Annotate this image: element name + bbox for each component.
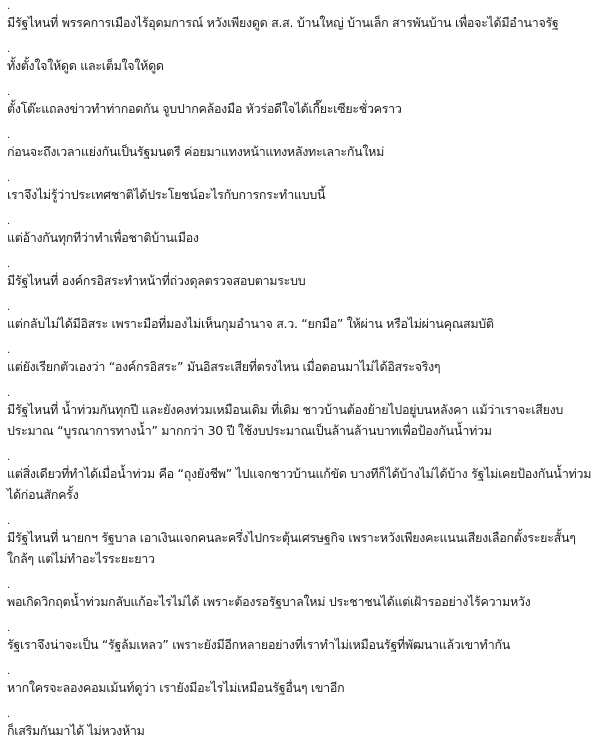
paragraph-separator-dot: . xyxy=(7,87,11,98)
paragraph-text: แต่ยังเรียกตัวเองว่า “องค์กรอิสระ” มันอิสระเสียที่ตรงไหน เมื่อตอนมาไม่ได้อิสระจริงๆ xyxy=(7,359,441,374)
paragraph xyxy=(7,452,594,505)
paragraph-separator-dot: . xyxy=(7,216,11,227)
paragraph-separator-dot: . xyxy=(7,516,11,527)
paragraph-text: ทั้งตั้งใจให้ดูด และเต็มใจให้ดูด xyxy=(7,58,164,73)
paragraph xyxy=(7,709,594,741)
paragraph-text: มีรัฐไหนที่ น้ำท่วมกันทุกปี และยังคงท่วมเหมือนเดิม ที่เดิม ชาวบ้านต้องย้ายไปอยู่บนหลังคา แม้ว่าเราจะเสียงบประมาณ “บูรณาการทางน้ำ” มากกว่า 30 ปี ใช้งบประมาณเป็นล้านล้านบาทเพื่อป้องกันน้ำท่วม xyxy=(7,402,564,438)
paragraph-separator-dot: . xyxy=(7,44,11,55)
paragraph xyxy=(7,345,594,377)
paragraph xyxy=(7,87,594,119)
paragraph xyxy=(7,516,594,569)
paragraph-separator-dot: . xyxy=(7,130,11,141)
paragraph xyxy=(7,173,594,205)
paragraph-separator-dot: . xyxy=(7,666,11,677)
paragraph xyxy=(7,666,594,698)
paragraph-separator-dot: . xyxy=(7,623,11,634)
paragraph-separator-dot: . xyxy=(7,173,11,184)
paragraph-text: แต่อ้างกันทุกทีว่าทำเพื่อชาติบ้านเมือง xyxy=(7,230,199,245)
paragraph xyxy=(7,130,594,162)
paragraph xyxy=(7,302,594,334)
paragraph-separator-dot: . xyxy=(7,345,11,356)
paragraph-separator-dot: . xyxy=(7,709,11,720)
paragraph-separator-dot: . xyxy=(7,580,11,591)
paragraph xyxy=(7,1,594,33)
paragraph-text: พอเกิดวิกฤตน้ำท่วมกลับแก้อะไรไม่ได้ เพราะต้องรอรัฐบาลใหม่ ประชาชนได้แต่เฝ้ารออย่างไร้ความหวัง xyxy=(7,594,531,609)
paragraph-separator-dot: . xyxy=(7,302,11,313)
paragraph-text: หากใครจะลองคอมเม้นท์ดูว่า เรายังมีอะไรไม่เหมือนรัฐอื่นๆ เขาอีก xyxy=(7,680,345,695)
paragraph-text: รัฐเราจึงน่าจะเป็น “รัฐล้มเหลว” เพราะยังมีอีกหลายอย่างที่เราทำไม่เหมือนรัฐที่พัฒนาแล้วเขาทำกัน xyxy=(7,637,511,652)
paragraph-text: มีรัฐไหนที่ พรรคการเมืองไร้อุดมการณ์ หวังเพียงดูด ส.ส. บ้านใหญ่ บ้านเล็ก สารพันบ้าน เพื่อจะได้มีอำนาจรัฐ xyxy=(7,15,559,30)
paragraph xyxy=(7,259,594,291)
paragraph-text: ก่อนจะถึงเวลาแย่งกันเป็นรัฐมนตรี ค่อยมาแทงหน้าแทงหลังทะเลาะกันใหม่ xyxy=(7,144,385,159)
paragraph xyxy=(7,580,594,612)
paragraph-separator-dot: . xyxy=(7,452,11,463)
paragraph-separator-dot: . xyxy=(7,388,11,399)
paragraph-text: ตั้งโต๊ะแถลงข่าวทำท่ากอดกัน จูบปากคล้องมือ หัวร่อดีใจได้เกี๊ยะเซียะชั่วคราว xyxy=(7,101,402,116)
paragraph xyxy=(7,623,594,655)
paragraph-text: เราจึงไม่รู้ว่าประเทศชาติได้ประโยชน์อะไรกับการกระทำแบบนี้ xyxy=(7,187,326,202)
paragraph xyxy=(7,216,594,248)
paragraph-separator-dot: . xyxy=(7,259,11,270)
paragraph xyxy=(7,388,594,441)
paragraph-text: ก็เสริมกันมาได้ ไม่หวงห้าม xyxy=(7,723,145,738)
paragraph-text: มีรัฐไหนที่ องค์กรอิสระทำหน้าที่ถ่วงดุลตรวจสอบตามระบบ xyxy=(7,273,306,288)
paragraph-text: แต่กลับไม่ได้มีอิสระ เพราะมือที่มองไม่เห็นกุมอำนาจ ส.ว. “ยกมือ” ให้ผ่าน หรือไม่ผ่านคุณสมบัติ xyxy=(7,316,494,331)
paragraph-text: แต่สิ่งเดียวที่ทำได้เมื่อน้ำท่วม คือ “ถุงยังชีพ” ไปแจกชาวบ้านแก้ขัด บางทีก็ได้บ้างไม่ได้บ้าง รัฐไม่เคยป้องกันน้ำท่วมได้ก่อนสักครั้ง xyxy=(7,466,592,502)
paragraph xyxy=(7,44,594,76)
paragraph-separator-dot: . xyxy=(7,1,11,12)
paragraph-text: มีรัฐไหนที่ นายกฯ รัฐบาล เอาเงินแจกคนละครึ่งไปกระตุ้นเศรษฐกิจ เพราะหวังเพียงคะแนนเสียงเลือกตั้งระยะสั้นๆ ใกล้ๆ แต่ไม่ทำอะไรระยะยาว xyxy=(7,530,576,566)
